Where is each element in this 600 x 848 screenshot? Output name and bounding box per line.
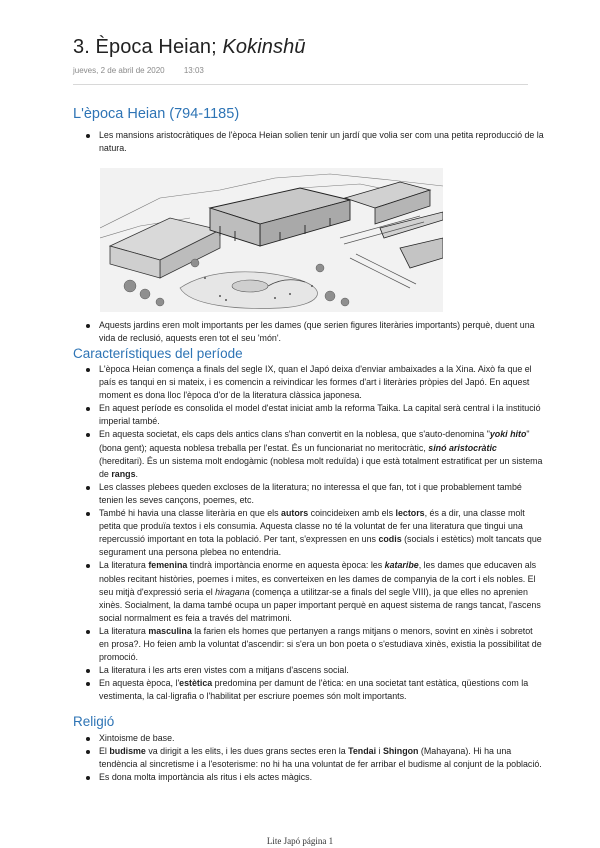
list-text: . bbox=[135, 468, 138, 479]
heian-list-2 bbox=[84, 319, 544, 345]
list-text: coincideixen amb els bbox=[308, 508, 396, 519]
list-text: " (bona gent); aquesta noblesa treballa per l'estat. És un funcionariat no meritocràtic, bbox=[99, 429, 530, 453]
list-text: (comença a utilitzar-se a finals del segle VIII), ja que elles no aprenien xinès. Socialment, la dama també ocupa un paper important perquè en aquest sistema de rangs tancat, l'ascens social normalment es feia a través del matrimoni. bbox=[99, 586, 541, 623]
page-date: jueves, 2 de abril de 2020 bbox=[73, 66, 165, 75]
term-autors: autors bbox=[281, 508, 309, 519]
list-text: En aquesta societat, els caps dels antics clans s'han convertit en la noblesa, que s'auto-denomina " bbox=[99, 429, 490, 440]
page-meta bbox=[73, 66, 204, 75]
list-item bbox=[84, 559, 544, 624]
list-text: predomina per damunt de l'ètica: en una societat tant estàtica, qüestions com la vestimenta, la cal·ligrafia o l'habilitat per escriure poemes són molt importants. bbox=[99, 678, 529, 702]
list-text: (Mahayana). Hi ha una tendència al sincretisme i a l'esoterisme: no hi ha una voluntat de fer arribar el budisme al conjunt de la població. bbox=[99, 746, 542, 770]
list-text: tindrà importància enorme en aquesta època: les bbox=[187, 560, 385, 571]
term-masculina: masculina bbox=[148, 625, 192, 636]
heading-religion: Religió bbox=[73, 714, 115, 729]
heading-period: Característiques del període bbox=[73, 346, 243, 361]
list-item bbox=[84, 507, 544, 559]
term-rangs: rangs bbox=[111, 468, 136, 479]
list-item bbox=[84, 428, 544, 480]
term-codis: codis bbox=[378, 534, 402, 545]
religion-list bbox=[84, 732, 544, 784]
term-kataribe: kataribe bbox=[384, 560, 419, 571]
list-item bbox=[84, 745, 544, 771]
term-hiragana: hiragana bbox=[215, 586, 250, 597]
page-title bbox=[73, 36, 306, 59]
list-text: , les dames que educaven als nobles recitant històries, poemes i mites, es converteixen en les dames de companyia de la cort i els nobles. El seu mitjà d'expressió seria el bbox=[99, 560, 537, 597]
list-item: Es dona molta importància als ritus i els actes màgics. bbox=[84, 771, 544, 784]
list-item: Xintoisme de base. bbox=[84, 732, 544, 745]
term-aristocratic: sinó aristocràtic bbox=[428, 442, 497, 453]
period-list bbox=[84, 363, 544, 703]
term-budisme: budisme bbox=[109, 746, 146, 757]
title-divider bbox=[73, 84, 528, 85]
list-item bbox=[84, 625, 544, 664]
list-text: la farien els homes que pertanyen a rangs mitjans o menors, sovint en xinès i sobretot en prosa?. Ho feien amb la voluntat d'ascendir: si s'era un bon poeta o s'estudiava xinès, existia la possibilitat de promoció. bbox=[99, 625, 542, 663]
list-text: En aquest període es consolida el model d'estat iniciat amb la reforma Taika. La capital serà central i la institució imperial també. bbox=[99, 403, 541, 427]
list-item: La literatura i les arts eren vistes com a mitjans d'ascens social. bbox=[84, 664, 544, 677]
list-item: Les classes plebees queden excloses de la literatura; no interessa el que fan, tot i que probablement també tenien les seves cançons, poemes, etc. bbox=[84, 481, 544, 507]
list-item: Les mansions aristocràtiques de l'època Heian solien tenir un jardí que volia ser com una petita reproducció de la natura. bbox=[84, 129, 544, 155]
list-text: El bbox=[99, 746, 110, 757]
list-text: va dirigit a les elits, i les dues grans sectes eren la bbox=[145, 746, 349, 757]
list-text: També hi havia una classe literària en que els bbox=[99, 508, 282, 519]
heian-list-1 bbox=[84, 129, 544, 155]
list-item: Aquests jardins eren molt importants per les dames (que serien figures literàries importants) perquè, duent una vida de reclusió, aquests eren tot el seu 'món'. bbox=[84, 319, 544, 345]
page-footer: Lite Japó página 1 bbox=[266, 836, 334, 846]
list-item bbox=[84, 677, 544, 703]
term-shingon: Shingon bbox=[382, 746, 419, 757]
list-text: , és a dir, una classe molt petita que produïa textos i els consumia. Aquesta classe no té la voluntat de fer una literatura que tingui una repercussió important en tota la població. Per tant, s'expressen en uns bbox=[99, 508, 525, 545]
term-lectors: lectors bbox=[395, 508, 425, 519]
term-femenina: femenina bbox=[148, 560, 188, 571]
list-text: (socials i estètics) molt tancats que segurament una persona plebea no entendria. bbox=[99, 534, 542, 558]
list-text: La literatura bbox=[99, 625, 149, 636]
list-text: i bbox=[376, 746, 383, 757]
page-time: 13:03 bbox=[183, 66, 204, 75]
list-text: La literatura bbox=[99, 560, 149, 571]
term-tendai: Tendai bbox=[348, 746, 377, 757]
heading-heian: L'època Heian (794-1185) bbox=[73, 106, 240, 122]
list-item: L'època Heian comença a finals del segle IX, quan el Japó deixa d'enviar ambaixades a la Xina. Això fa que el país es tanqui en si mateix, i es comencin a reivindicar les formes d'art i literàries pròpies del Japó. En aquest moment es dona lloc l'època d'or de la literatura clàssica japonesa. bbox=[84, 363, 544, 402]
list-item bbox=[84, 402, 544, 428]
list-text: En aquesta època, l' bbox=[99, 678, 180, 689]
term-estetica: estètica bbox=[179, 678, 213, 689]
heian-mansion-garden-sketch-icon bbox=[100, 168, 443, 312]
page-title-italic: Kokinshū bbox=[222, 36, 306, 58]
page-title-main: 3. Època Heian; bbox=[73, 36, 223, 58]
list-text: (hereditari). És un sistema molt endogàmic (noblesa molt reduïda) i que està totalment estratificat per un sistema de bbox=[99, 455, 543, 479]
term-yoki-hito: yoki hito bbox=[489, 429, 527, 440]
